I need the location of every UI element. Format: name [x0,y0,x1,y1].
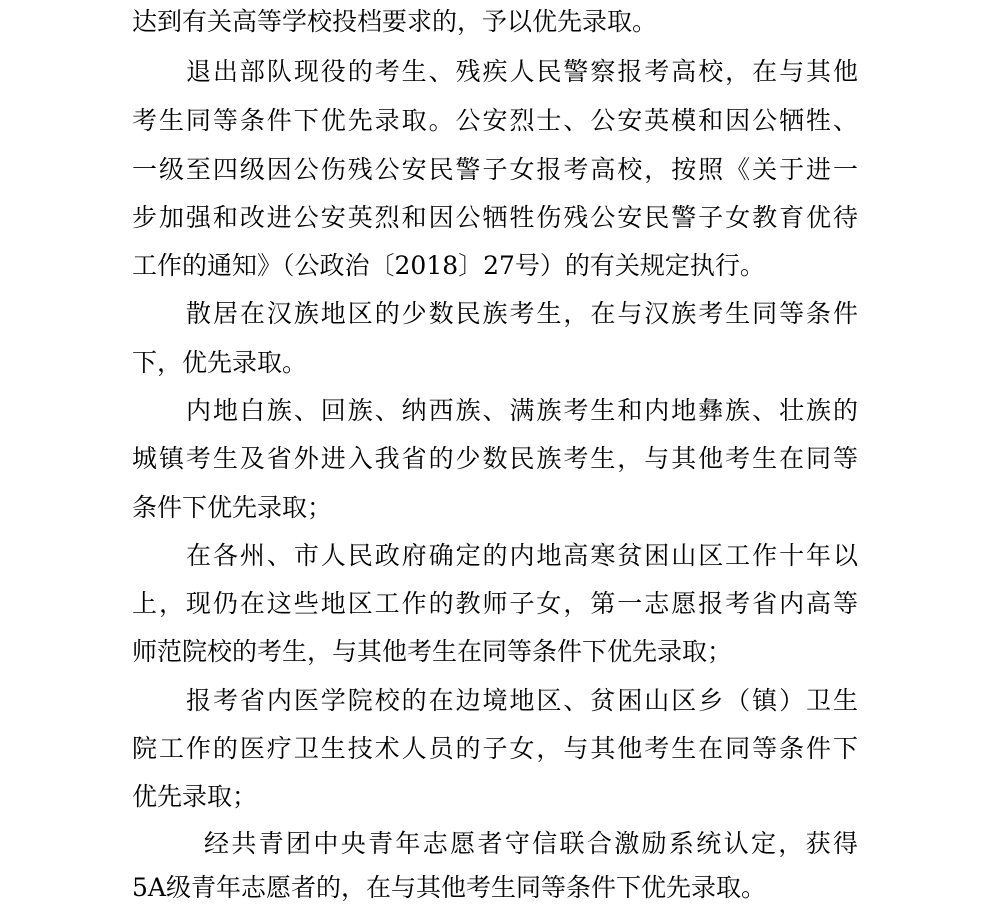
text-line: 内地白族、回族、纳西族、满族考生和内地彝族、壮族的 [186,396,858,425]
text-line: 院工作的医疗卫生技术人员的子女，与其他考生在同等条件下 [132,734,858,763]
text-line: 步加强和改进公安英烈和因公牺牲伤残公安民警子女教育优待 [132,203,858,232]
text-line: 上，现仍在这些地区工作的教师子女，第一志愿报考省内高等 [132,589,858,618]
text-line: 在各州、市人民政府确定的内地高寒贫困山区工作十年以 [186,541,858,570]
text-line: 经共青团中央青年志愿者守信联合激励系统认定，获得 [204,829,858,858]
text-line: 退出部队现役的考生、残疾人民警察报考高校，在与其他 [186,57,858,86]
text-line: 师范院校的考生，与其他考生在同等条件下优先录取； [132,637,733,666]
text-line: 条件下优先录取； [132,493,333,522]
text-line: 下，优先录取。 [132,348,308,377]
text-line: 一级至四级因公伤残公安民警子女报考高校，按照《关于进一 [132,155,858,184]
text-line: 5A级青年志愿者的，在与其他考生同等条件下优先录取。 [132,873,766,902]
text-line: 报考省内医学院校的在边境地区、贫困山区乡（镇）卫生 [186,686,858,715]
text-line: 工作的通知》（公政治〔2018〕27号）的有关规定执行。 [132,251,765,280]
text-line: 优先录取； [132,782,258,811]
text-line: 达到有关高等学校投档要求的，予以优先录取。 [132,7,658,36]
text-line: 城镇考生及省外进入我省的少数民族考生，与其他考生在同等 [132,444,858,473]
text-line: 考生同等条件下优先录取。公安烈士、公安英模和因公牺牲、 [132,106,858,135]
text-line: 散居在汉族地区的少数民族考生，在与汉族考生同等条件 [186,299,858,328]
